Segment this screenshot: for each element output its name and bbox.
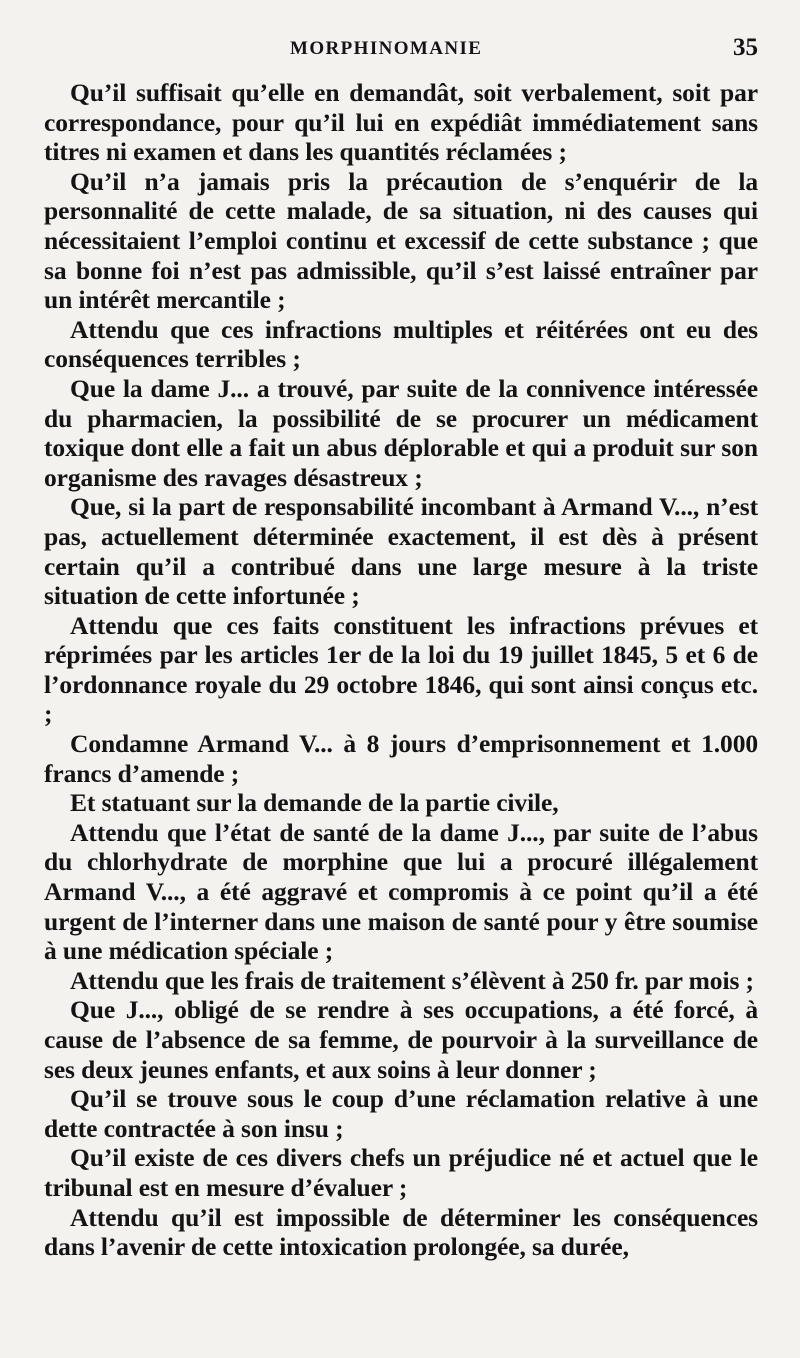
paragraph: Attendu qu’il est impossible de déterminer les conséquences dans l’avenir de cette intoxication prolongée, sa durée, <box>44 1202 758 1262</box>
running-head: MORPHINOMANIE <box>290 38 483 59</box>
paragraph: Condamne Armand V... à 8 jours d’emprisonnement et 1.000 francs d’amende ; <box>44 729 758 788</box>
page-header <box>44 0 758 78</box>
paragraph: Attendu que ces infractions multiples et réitérées ont eu des conséquences terribles ; <box>44 314 758 374</box>
paragraph: Qu’il n’a jamais pris la précaution de s’enquérir de la personnalité de cette malade, de sa situation, ni des causes qui nécessitaient l’emploi continu et excessif de cette substance ; que sa bonne foi n’est pas admissible, qu’il s’est laissé entraîner par un intérêt mercantile ; <box>44 166 758 315</box>
paragraph: Qu’il existe de ces divers chefs un préjudice né et actuel que le tribunal est en mesure d’évaluer ; <box>44 1143 758 1202</box>
page-number: 35 <box>733 34 758 61</box>
paragraph: Que J..., obligé de se rendre à ses occupations, a été forcé, à cause de l’absence de sa femme, de pourvoir à la surveillance de ses deux jeunes enfants, et aux soins à leur donner ; <box>44 995 758 1084</box>
paragraph: Et statuant sur la demande de la partie civile, <box>70 788 559 818</box>
paragraph: Attendu que ces faits constituent les infractions prévues et réprimées par les articles 1er de la loi du 19 juillet 1845, 5 et 6 de l’ordonnance royale du 29 octobre 1846, qui sont ainsi conçus etc. ; <box>44 610 758 729</box>
paragraph: Attendu que les frais de traitement s’élèvent à 250 fr. par mois ; <box>70 965 754 995</box>
body-text <box>44 78 758 1262</box>
paragraph: Attendu que l’état de santé de la dame J..., par suite de l’abus du chlorhydrate de morphine que lui a procuré illégalement Armand V..., a été aggravé et compromis à ce point qu’il a été urgent de l’interner dans une maison de santé pour y être soumise à une médication spéciale ; <box>44 817 758 966</box>
paragraph: Qu’il suffisait qu’elle en demandât, soit verbalement, soit par correspondance, pour qu’il lui en expédiât immédiatement sans titres ni examen et dans les quantités réclamées ; <box>44 78 758 167</box>
paragraph: Que, si la part de responsabilité incombant à Armand V..., n’est pas, actuellement déterminée exactement, il est dès à présent certain qu’il a contribué dans une large mesure à la triste situation de cette infortunée ; <box>44 492 758 611</box>
paragraph: Qu’il se trouve sous le coup d’une réclamation relative à une dette contractée à son insu ; <box>44 1084 758 1143</box>
paragraph: Que la dame J... a trouvé, par suite de la connivence intéressée du pharmacien, la possibilité de se procurer un médicament toxique dont elle a fait un abus déplorable et qui a produit sur son organisme des ravages désastreux ; <box>44 373 758 492</box>
